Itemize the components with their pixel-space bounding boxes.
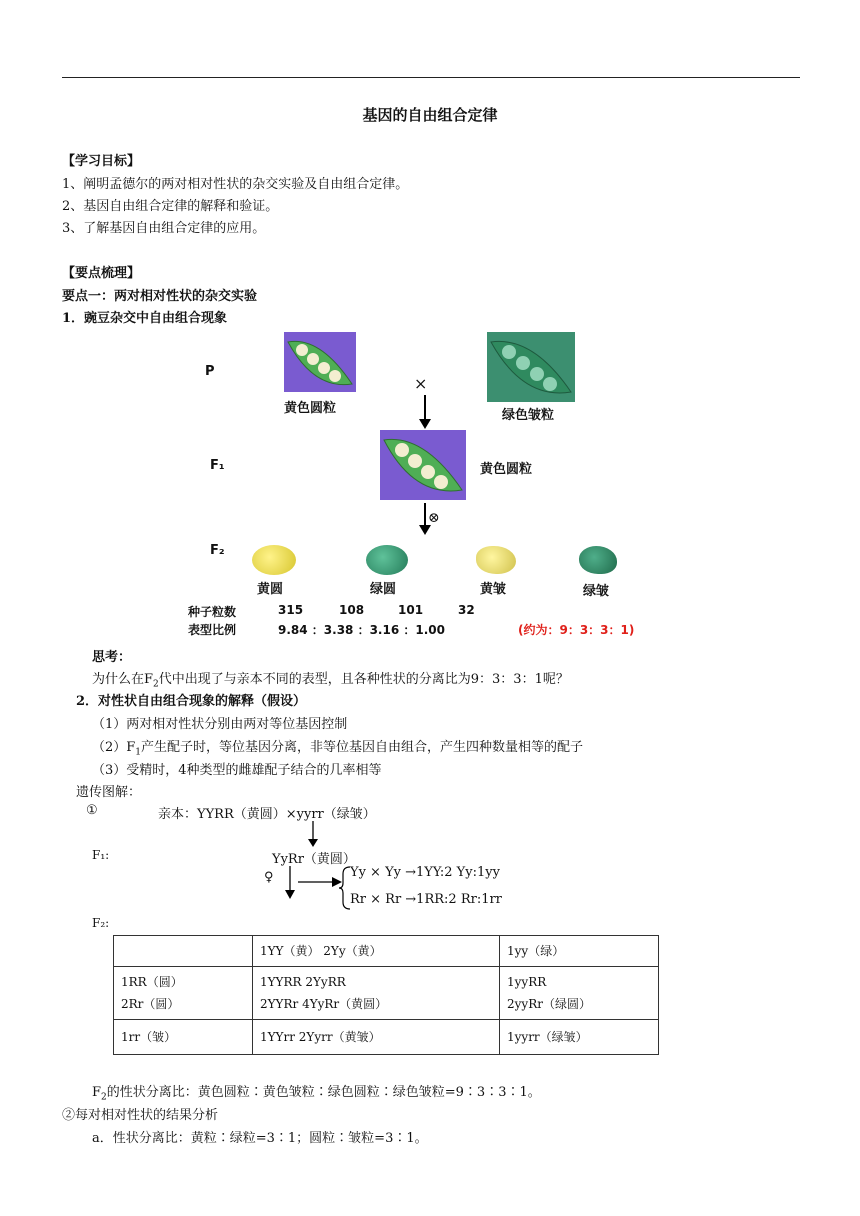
green-round-seed-image	[366, 545, 408, 575]
objective-item: 3、了解基因自由组合定律的应用。	[62, 221, 266, 236]
f2-type-label: 黄圆	[257, 582, 284, 597]
diagram-label: 遗传图解：	[76, 785, 142, 800]
arrow-down-icon	[307, 821, 319, 847]
objective-item: 1、阐明孟德尔的两对相对性状的杂交实验及自由组合定律。	[62, 177, 409, 192]
f1-label: 黄色圆粒	[480, 462, 533, 477]
step-two-heading: ②每对相对性状的结果分析	[62, 1108, 219, 1123]
table-row	[114, 1020, 659, 1055]
count-value: 101	[398, 603, 424, 617]
f1-genotype: YyRr（黄圆）	[272, 852, 356, 867]
table-cell: 1YYRR 2YyRR 2YYRr 4YyRr（黄圆）	[253, 967, 500, 1020]
f2-type-label: 黄皱	[480, 582, 507, 597]
cross-r: Rr × Rr →1RR:2 Rr:1rr	[350, 892, 502, 907]
hypothesis-item: $(2)F_1$产生配子时，等位基因分离，非等位基因自由组合，产生四种数量相等的配子	[92, 740, 584, 758]
female-symbol-icon: ♀	[264, 870, 274, 885]
parents-cross: 亲本：YYRR（黄圆）×yyrr（绿皱）	[158, 807, 376, 822]
table-cell: 1rr（皱）	[114, 1020, 253, 1055]
table-cell: 1yy（绿）	[500, 936, 659, 967]
table-row	[114, 936, 659, 967]
figure-p-label: P	[205, 364, 215, 379]
section-two-heading: 2．对性状自由组合现象的解释（假设）	[76, 694, 307, 709]
count-value: 32	[458, 603, 475, 617]
selfing-symbol: ⊗	[428, 510, 440, 526]
green-wrinkled-pod-image	[487, 332, 575, 402]
count-value: 315	[278, 603, 304, 617]
table-cell: 1RR（圆） 2Rr（圆）	[114, 967, 253, 1020]
summary-heading: 【要点梳理】	[62, 266, 141, 281]
yellow-round-seed-image	[252, 545, 296, 575]
table-cell	[114, 936, 253, 967]
yellow-wrinkled-seed-image	[476, 546, 516, 574]
f2-type-label: 绿皱	[583, 584, 610, 599]
yellow-round-pod-image	[284, 332, 356, 392]
f1-pod-image	[380, 430, 466, 500]
point-one-heading: 要点一：两对相对性状的杂交实验	[62, 289, 258, 304]
ratio-values: 9.84 ：3.38 ：3.16 ：1.00	[278, 623, 445, 637]
table-cell: 1YY（黄） 2Yy（黄）	[253, 936, 500, 967]
think-label: 思考：	[92, 650, 132, 665]
f2-row-label: F₂:	[92, 916, 110, 930]
f2-ratio-statement: $F_2$的性状分离比：黄色圆粒∶黄色皱粒∶绿色圆粒∶绿色皱粒=9∶3∶3∶1。	[92, 1085, 541, 1103]
hypothesis-item: （3）受精时，4种类型的雌雄配子结合的几率相等	[92, 763, 382, 778]
think-question: 为什么在$F_2$代中出现了与亲本不同的表型，且各种性状的分离比为9：3：3：1呢？	[92, 672, 569, 690]
punnett-table	[113, 935, 659, 1055]
table-cell: 1yyRR 2yyRr（绿圆）	[500, 967, 659, 1020]
step-two-a: a．性状分离比：黄粒∶绿粒=3∶1；圆粒∶皱粒=3∶1。	[92, 1131, 428, 1146]
cross-y: Yy × Yy →1YY:2 Yy:1yy	[350, 865, 500, 880]
arrow-branch-icon	[284, 866, 344, 900]
step-one-marker: ①	[86, 803, 98, 818]
page-title: 基因的自由组合定律	[362, 106, 498, 124]
parent2-label: 绿色皱粒	[502, 408, 555, 423]
count-value: 108	[339, 603, 365, 617]
f1-row-label: F₁:	[92, 848, 110, 862]
f2-type-label: 绿圆	[370, 582, 397, 597]
green-wrinkled-seed-image	[579, 546, 617, 574]
ratio-note: (约为：9：3：3：1)	[518, 623, 635, 637]
header-rule	[62, 77, 800, 78]
cross-symbol: ×	[414, 374, 428, 393]
table-cell: 1YYrr 2Yyrr（黄皱）	[253, 1020, 500, 1055]
parent1-label: 黄色圆粒	[284, 401, 337, 416]
objective-item: 2、基因自由组合定律的解释和验证。	[62, 199, 279, 214]
table-row	[114, 967, 659, 1020]
arrow-down-icon	[418, 395, 432, 429]
count-label: 种子粒数	[188, 605, 237, 619]
ratio-label: 表型比例	[188, 623, 237, 637]
section-one-heading: 1．豌豆杂交中自由组合现象	[62, 311, 228, 326]
table-cell: 1yyrr（绿皱）	[500, 1020, 659, 1055]
figure-f2-label: F₂	[210, 543, 225, 558]
hypothesis-item: （1）两对相对性状分别由两对等位基因控制	[92, 717, 348, 732]
objectives-heading: 【学习目标】	[62, 154, 141, 169]
figure-f1-label: F₁	[210, 458, 225, 473]
